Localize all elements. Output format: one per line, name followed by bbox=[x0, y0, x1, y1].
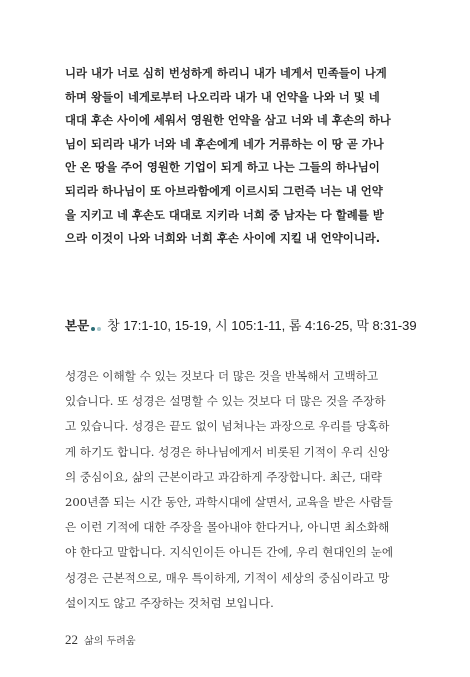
page-number: 22 bbox=[65, 632, 78, 647]
body-paragraph bbox=[65, 364, 440, 616]
reading-references bbox=[65, 317, 445, 336]
body-line: 고 있습니다. 성경은 끝도 없이 넘쳐나는 과장으로 우리를 당혹하 bbox=[65, 419, 390, 434]
reading-refs: 창 17:1-10, 15-19, 시 105:1-11, 롬 4:16-25, 막 8:31-39 bbox=[107, 318, 417, 333]
body-line: 200년쯤 되는 시간 동안, 과학시대에 살면서, 교육을 받은 사람들 bbox=[65, 494, 393, 509]
running-title: 삶의 두려움 bbox=[84, 636, 136, 647]
body-line: 성경은 이해할 수 있는 것보다 더 많은 것을 반복해서 고백하고 bbox=[65, 369, 379, 383]
quote-line: 니라 내가 너로 심히 번성하게 하리니 내가 네게서 민족들이 나게 bbox=[65, 66, 387, 80]
body-line: 야 한다고 말합니다. 지식인이든 아니든 간에, 우리 현대인의 눈에 bbox=[65, 545, 394, 560]
quote-line: 을 지키고 네 후손도 대대로 지키라 너희 중 남자는 다 할례를 받 bbox=[65, 207, 384, 222]
body-line: 게 하기도 합니다. 성경은 하나님에게서 비롯된 기적이 우리 신앙 bbox=[65, 444, 390, 459]
body-line: 은 이런 기적에 대한 주장을 몰아내야 한다거나, 아니면 최소화해 bbox=[65, 520, 390, 535]
dots-icon bbox=[91, 318, 103, 336]
quote-line: 되리라 하나님이 또 아브라함에게 이르시되 그런즉 너는 내 언약 bbox=[65, 183, 383, 198]
dot-light-icon bbox=[97, 327, 101, 331]
page-footer bbox=[65, 632, 135, 648]
dot-dark-icon bbox=[91, 327, 95, 331]
quote-line: 안 온 땅을 주어 영원한 기업이 되게 하고 나는 그들의 하나님이 bbox=[65, 160, 380, 175]
quote-line: 하며 왕들이 네게로부터 나오리라 내가 내 언약을 나와 너 및 네 bbox=[65, 89, 380, 104]
quote-line: 대대 후손 사이에 세워서 영원한 언약을 삼고 너와 네 후손의 하나 bbox=[65, 113, 391, 128]
quote-line: 님이 되리라 내가 너와 네 후손에게 네가 거류하는 이 땅 곧 가나 bbox=[65, 136, 384, 151]
quote-line: 으라 이것이 나와 너희와 너희 후손 사이에 지킬 내 언약이니라. bbox=[65, 231, 381, 246]
scripture-quote bbox=[65, 62, 435, 251]
reading-label: 본문 bbox=[65, 318, 90, 333]
body-line: 성경은 근본적으로, 매우 특이하게, 기적이 세상의 중심이라고 망 bbox=[65, 570, 390, 585]
body-line: 있습니다. 또 성경은 설명할 수 있는 것보다 더 많은 것을 주장하 bbox=[65, 394, 386, 409]
body-line: 설이지도 않고 주장하는 것처럼 보입니다. bbox=[65, 595, 274, 610]
body-line: 의 중심이요, 삶의 근본이라고 과감하게 주장합니다. 최근, 대략 bbox=[65, 469, 382, 484]
